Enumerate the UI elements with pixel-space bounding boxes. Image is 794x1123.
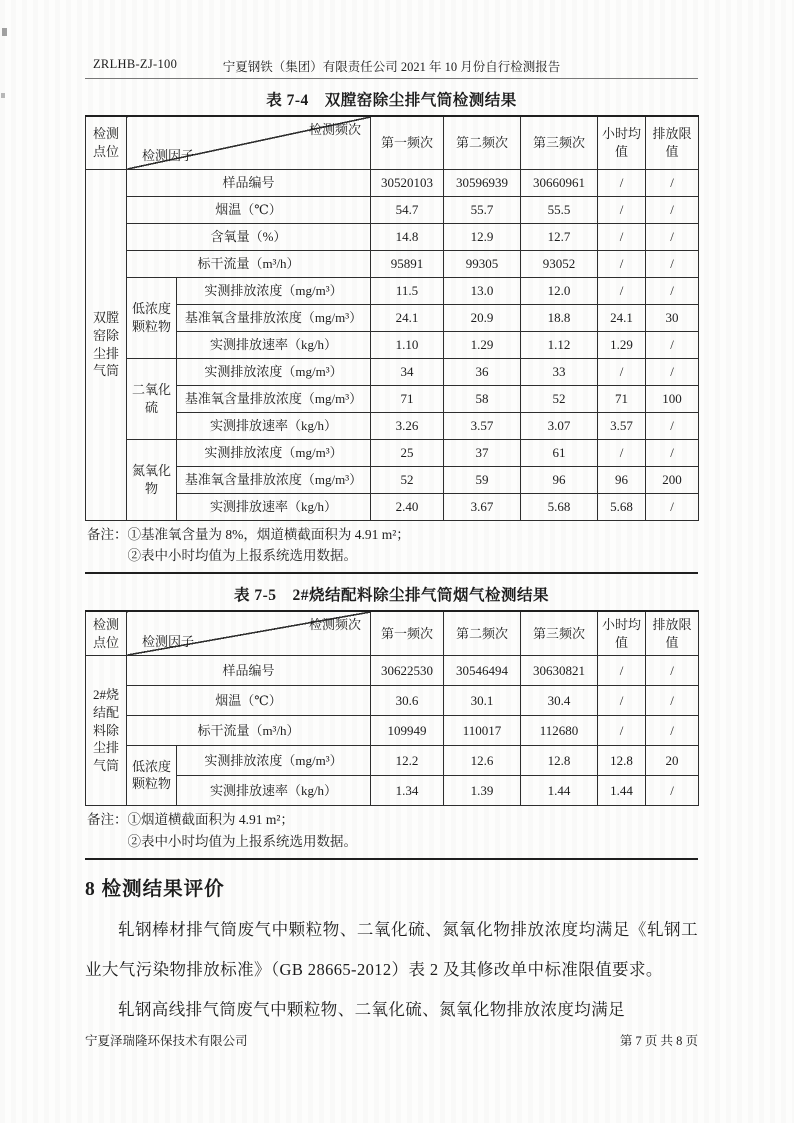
value-cell: 95891 bbox=[371, 250, 444, 277]
value-cell: 61 bbox=[521, 439, 598, 466]
hourly-avg-cell: / bbox=[598, 250, 646, 277]
value-cell: 30596939 bbox=[444, 169, 521, 196]
table-row bbox=[86, 304, 699, 331]
hourly-avg-cell: / bbox=[598, 358, 646, 385]
factor-cell: 实测排放速率（kg/h） bbox=[177, 331, 371, 358]
hourly-avg-cell: / bbox=[598, 715, 646, 745]
notes-label: 备注： bbox=[87, 526, 128, 542]
col-header-hourly-avg: 小时均值 bbox=[598, 611, 646, 655]
running-header bbox=[85, 55, 698, 79]
pollutant-group-label: 低浓度颗粒物 bbox=[127, 745, 177, 805]
table-row bbox=[86, 169, 699, 196]
factor-cell: 实测排放速率（kg/h） bbox=[177, 493, 371, 520]
value-cell: 34 bbox=[371, 358, 444, 385]
value-cell: 1.39 bbox=[444, 775, 521, 805]
table-row bbox=[86, 223, 699, 250]
value-cell: 12.7 bbox=[521, 223, 598, 250]
factor-cell: 基准氧含量排放浓度（mg/m³） bbox=[177, 304, 371, 331]
table-row bbox=[86, 685, 699, 715]
value-cell: 110017 bbox=[444, 715, 521, 745]
value-cell: 24.1 bbox=[371, 304, 444, 331]
value-cell: 58 bbox=[444, 385, 521, 412]
limit-cell: 100 bbox=[646, 385, 699, 412]
factor-cell: 含氧量（%） bbox=[127, 223, 371, 250]
value-cell: 30622530 bbox=[371, 655, 444, 685]
hourly-avg-cell: / bbox=[598, 439, 646, 466]
value-cell: 59 bbox=[444, 466, 521, 493]
value-cell: 3.26 bbox=[371, 412, 444, 439]
value-cell: 3.07 bbox=[521, 412, 598, 439]
hourly-avg-cell: 1.29 bbox=[598, 331, 646, 358]
header-factor-label: 检测因子 bbox=[142, 634, 195, 650]
table-row bbox=[86, 439, 699, 466]
limit-cell: / bbox=[646, 331, 699, 358]
limit-cell: 20 bbox=[646, 745, 699, 775]
value-cell: 13.0 bbox=[444, 277, 521, 304]
table-row bbox=[86, 466, 699, 493]
table-7-4-header-row bbox=[86, 116, 699, 169]
col-header-factor-frequency bbox=[127, 116, 371, 169]
monitoring-point-label: 2#烧结配料除尘排气筒 bbox=[86, 655, 127, 805]
value-cell: 11.5 bbox=[371, 277, 444, 304]
limit-cell: / bbox=[646, 493, 699, 520]
monitoring-point-label: 双膛窑除尘排气筒 bbox=[86, 169, 127, 520]
col-header-freq2: 第二频次 bbox=[444, 611, 521, 655]
value-cell: 54.7 bbox=[371, 196, 444, 223]
scan-artifact bbox=[1, 93, 5, 98]
footer-page-number: 第 7 页 共 8 页 bbox=[619, 1034, 698, 1048]
value-cell: 12.8 bbox=[521, 745, 598, 775]
col-header-emission-limit: 排放限值 bbox=[646, 611, 699, 655]
limit-cell: / bbox=[646, 250, 699, 277]
table-row bbox=[86, 775, 699, 805]
hourly-avg-cell: 1.44 bbox=[598, 775, 646, 805]
table-row bbox=[86, 715, 699, 745]
col-header-freq1: 第一频次 bbox=[371, 116, 444, 169]
value-cell: 14.8 bbox=[371, 223, 444, 250]
hourly-avg-cell: 96 bbox=[598, 466, 646, 493]
table-7-4-caption: 表 7-4 双膛窑除尘排气筒检测结果 bbox=[266, 92, 517, 109]
limit-cell: / bbox=[646, 715, 699, 745]
header-frequency-label: 检测频次 bbox=[308, 122, 361, 137]
value-cell: 37 bbox=[444, 439, 521, 466]
value-cell: 30546494 bbox=[444, 655, 521, 685]
hourly-avg-cell: 24.1 bbox=[598, 304, 646, 331]
hourly-avg-cell: 71 bbox=[598, 385, 646, 412]
header-frequency-label: 检测频次 bbox=[308, 617, 361, 633]
value-cell: 3.67 bbox=[444, 493, 521, 520]
value-cell: 99305 bbox=[444, 250, 521, 277]
hourly-avg-cell: 12.8 bbox=[598, 745, 646, 775]
limit-cell: / bbox=[646, 196, 699, 223]
value-cell: 109949 bbox=[371, 715, 444, 745]
value-cell: 112680 bbox=[521, 715, 598, 745]
value-cell: 36 bbox=[444, 358, 521, 385]
hourly-avg-cell: 3.57 bbox=[598, 412, 646, 439]
table-7-5-notes bbox=[85, 810, 698, 854]
limit-cell: / bbox=[646, 655, 699, 685]
limit-cell: / bbox=[646, 685, 699, 715]
limit-cell: / bbox=[646, 358, 699, 385]
document-code: ZRLHB-ZJ-100 bbox=[93, 57, 178, 71]
pollutant-group-label: 二氧化硫 bbox=[127, 358, 177, 439]
hourly-avg-cell: / bbox=[598, 169, 646, 196]
factor-cell: 实测排放浓度（mg/m³） bbox=[177, 358, 371, 385]
value-cell: 93052 bbox=[521, 250, 598, 277]
value-cell: 12.9 bbox=[444, 223, 521, 250]
col-header-emission-limit: 排放限值 bbox=[646, 116, 699, 169]
col-header-freq2: 第二频次 bbox=[444, 116, 521, 169]
col-header-freq3: 第三频次 bbox=[521, 116, 598, 169]
page-footer bbox=[85, 1031, 698, 1049]
evaluation-paragraph: 轧钢高线排气筒废气中颗粒物、二氧化硫、氮氧化物排放浓度均满足 bbox=[118, 999, 625, 1019]
table-7-5-caption: 表 7-5 2#烧结配料除尘排气筒烟气检测结果 bbox=[233, 587, 550, 605]
value-cell: 1.34 bbox=[371, 775, 444, 805]
hourly-avg-cell: / bbox=[598, 685, 646, 715]
col-header-point: 检测点位 bbox=[86, 116, 127, 169]
value-cell: 1.10 bbox=[371, 331, 444, 358]
col-header-factor-frequency bbox=[127, 611, 371, 655]
section-heading: 8 检测结果评价 bbox=[85, 878, 225, 900]
table-7-5 bbox=[85, 610, 699, 806]
section-divider bbox=[85, 858, 698, 860]
value-cell: 30.1 bbox=[444, 685, 521, 715]
table-row bbox=[86, 655, 699, 685]
limit-cell: / bbox=[646, 775, 699, 805]
limit-cell: / bbox=[646, 439, 699, 466]
limit-cell: / bbox=[646, 169, 699, 196]
value-cell: 1.29 bbox=[444, 331, 521, 358]
factor-cell: 样品编号 bbox=[127, 169, 371, 196]
col-header-freq3: 第三频次 bbox=[521, 611, 598, 655]
header-factor-label: 检测因子 bbox=[142, 147, 195, 163]
value-cell: 20.9 bbox=[444, 304, 521, 331]
col-header-freq1: 第一频次 bbox=[371, 611, 444, 655]
factor-cell: 基准氧含量排放浓度（mg/m³） bbox=[177, 385, 371, 412]
value-cell: 96 bbox=[521, 466, 598, 493]
table-row bbox=[86, 412, 699, 439]
hourly-avg-cell: / bbox=[598, 223, 646, 250]
pollutant-group-label: 氮氧化物 bbox=[127, 439, 177, 520]
limit-cell: / bbox=[646, 277, 699, 304]
factor-cell: 标干流量（m³/h） bbox=[127, 250, 371, 277]
value-cell: 25 bbox=[371, 439, 444, 466]
note-line: ②表中小时均值为上报系统选用数据。 bbox=[127, 833, 357, 849]
table-7-4-notes bbox=[85, 525, 698, 569]
value-cell: 30630821 bbox=[521, 655, 598, 685]
limit-cell: 200 bbox=[646, 466, 699, 493]
factor-cell: 实测排放浓度（mg/m³） bbox=[177, 745, 371, 775]
section-divider bbox=[85, 572, 698, 574]
table-row bbox=[86, 358, 699, 385]
notes-label: 备注： bbox=[87, 811, 128, 827]
limit-cell: / bbox=[646, 412, 699, 439]
scan-artifact bbox=[2, 28, 7, 36]
value-cell: 3.57 bbox=[444, 412, 521, 439]
factor-cell: 实测排放浓度（mg/m³） bbox=[177, 277, 371, 304]
value-cell: 12.6 bbox=[444, 745, 521, 775]
value-cell: 18.8 bbox=[521, 304, 598, 331]
limit-cell: 30 bbox=[646, 304, 699, 331]
factor-cell: 实测排放浓度（mg/m³） bbox=[177, 439, 371, 466]
hourly-avg-cell: / bbox=[598, 277, 646, 304]
table-7-5-header-row bbox=[86, 611, 699, 655]
value-cell: 55.5 bbox=[521, 196, 598, 223]
hourly-avg-cell: / bbox=[598, 196, 646, 223]
evaluation-paragraph: 轧钢棒材排气筒废气中颗粒物、二氧化硫、氮氧化物排放浓度均满足《轧钢工业大气污染物排放标准》（GB 28665-2012）表 2 及其修改单中标准限值要求。 bbox=[85, 919, 698, 979]
value-cell: 12.0 bbox=[521, 277, 598, 304]
value-cell: 30.6 bbox=[371, 685, 444, 715]
page-content bbox=[85, 55, 698, 1030]
value-cell: 71 bbox=[371, 385, 444, 412]
table-row bbox=[86, 250, 699, 277]
factor-cell: 烟温（℃） bbox=[127, 685, 371, 715]
table-row bbox=[86, 745, 699, 775]
report-title: 宁夏钢铁（集团）有限责任公司 2021 年 10 月份自行检测报告 bbox=[222, 60, 561, 74]
table-7-4 bbox=[85, 115, 699, 521]
table-row bbox=[86, 196, 699, 223]
value-cell: 52 bbox=[521, 385, 598, 412]
table-row bbox=[86, 331, 699, 358]
factor-cell: 实测排放速率（kg/h） bbox=[177, 412, 371, 439]
note-line: ①烟道横截面积为 4.91 m²； bbox=[127, 811, 294, 827]
factor-cell: 基准氧含量排放浓度（mg/m³） bbox=[177, 466, 371, 493]
value-cell: 30520103 bbox=[371, 169, 444, 196]
factor-cell: 实测排放速率（kg/h） bbox=[177, 775, 371, 805]
value-cell: 30660961 bbox=[521, 169, 598, 196]
value-cell: 5.68 bbox=[521, 493, 598, 520]
col-header-point: 检测点位 bbox=[86, 611, 127, 655]
value-cell: 12.2 bbox=[371, 745, 444, 775]
note-line: ②表中小时均值为上报系统选用数据。 bbox=[127, 548, 357, 564]
value-cell: 55.7 bbox=[444, 196, 521, 223]
table-row bbox=[86, 493, 699, 520]
hourly-avg-cell: / bbox=[598, 655, 646, 685]
hourly-avg-cell: 5.68 bbox=[598, 493, 646, 520]
table-row bbox=[86, 385, 699, 412]
factor-cell: 样品编号 bbox=[127, 655, 371, 685]
footer-company-name: 宁夏泽瑞隆环保技术有限公司 bbox=[85, 1034, 248, 1048]
value-cell: 1.12 bbox=[521, 331, 598, 358]
col-header-hourly-avg: 小时均值 bbox=[598, 116, 646, 169]
value-cell: 2.40 bbox=[371, 493, 444, 520]
pollutant-group-label: 低浓度颗粒物 bbox=[127, 277, 177, 358]
factor-cell: 标干流量（m³/h） bbox=[127, 715, 371, 745]
table-row bbox=[86, 277, 699, 304]
value-cell: 1.44 bbox=[521, 775, 598, 805]
limit-cell: / bbox=[646, 223, 699, 250]
value-cell: 52 bbox=[371, 466, 444, 493]
note-line: ①基准氧含量为 8%，烟道横截面积为 4.91 m²； bbox=[127, 526, 410, 542]
value-cell: 33 bbox=[521, 358, 598, 385]
value-cell: 30.4 bbox=[521, 685, 598, 715]
factor-cell: 烟温（℃） bbox=[127, 196, 371, 223]
